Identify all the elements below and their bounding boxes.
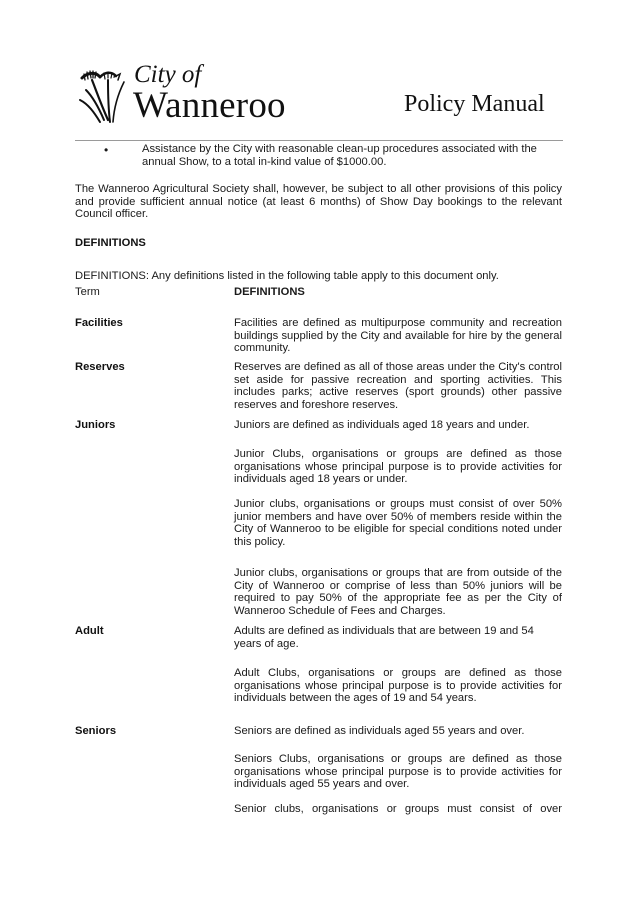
- definition-paragraph: Facilities are defined as multipurpose community and recreation buildings supplied by the City and available for hire by the general community.: [234, 317, 562, 355]
- header-divider: [75, 140, 563, 141]
- document-header-title: Policy Manual: [404, 91, 545, 117]
- definition-paragraph: Adults are defined as individuals that are between 19 and 54 years of age.: [234, 625, 534, 650]
- term-juniors: Juniors: [75, 419, 116, 431]
- definition-paragraph: Junior Clubs, organisations or groups are defined as those organisations whose principal purpose is to provide activities for individuals aged 18 years or under.: [234, 448, 562, 486]
- definition-paragraph: Junior clubs, organisations or groups that are from outside of the City of Wanneroo or comprise of less than 50% juniors will be required to pay 50% of the appropriate fee as per the City of Wanneroo Schedule of Fees and Charges.: [234, 567, 562, 617]
- bullet-icon: •: [104, 143, 109, 157]
- term-adult: Adult: [75, 625, 104, 637]
- logo-text-wanneroo: Wanneroo: [133, 85, 286, 126]
- logo-text-city-of: City of: [134, 61, 202, 88]
- term-seniors: Seniors: [75, 725, 117, 737]
- column-header-term: Term: [75, 286, 100, 298]
- body-paragraph: The Wanneroo Agricultural Society shall, however, be subject to all other provisions of this policy and provide sufficient annual notice (at least 6 months) of Show Day bookings to the relevant Council officer.: [75, 183, 562, 221]
- definition-paragraph: Juniors are defined as individuals aged 18 years and under.: [234, 419, 530, 431]
- section-heading: DEFINITIONS: [75, 237, 146, 249]
- column-header-definitions: DEFINITIONS: [234, 286, 305, 298]
- definitions-intro: DEFINITIONS: Any definitions listed in the following table apply to this document only.: [75, 270, 499, 282]
- definition-paragraph: Senior clubs, organisations or groups must consist of over: [234, 803, 562, 815]
- kangaroo-paw-flower-icon: [78, 68, 130, 124]
- definition-paragraph: Adult Clubs, organisations or groups are defined as those organisations whose principal purpose is to provide activities for individuals between the ages of 19 and 54 years.: [234, 667, 562, 705]
- term-reserves: Reserves: [75, 361, 125, 373]
- definition-paragraph: Junior clubs, organisations or groups must consist of over 50% junior members and have over 50% of members reside within the City of Wanneroo to be eligible for special conditions noted under this policy.: [234, 498, 562, 548]
- definition-paragraph: Seniors are defined as individuals aged 55 years and over.: [234, 725, 525, 737]
- term-facilities: Facilities: [75, 317, 123, 329]
- bullet-item-text: Assistance by the City with reasonable clean-up procedures associated with the annual Show, to a total in-kind value of $1000.00.: [142, 143, 537, 168]
- definition-paragraph: Reserves are defined as all of those areas under the City's control set aside for passive recreation and sporting activities. This includes parks; active reserves (sport grounds) other passive reserves and foreshore reserves.: [234, 361, 562, 411]
- definition-paragraph: Seniors Clubs, organisations or groups are defined as those organisations whose principal purpose is to provide activities for individuals aged 55 years and over.: [234, 753, 562, 791]
